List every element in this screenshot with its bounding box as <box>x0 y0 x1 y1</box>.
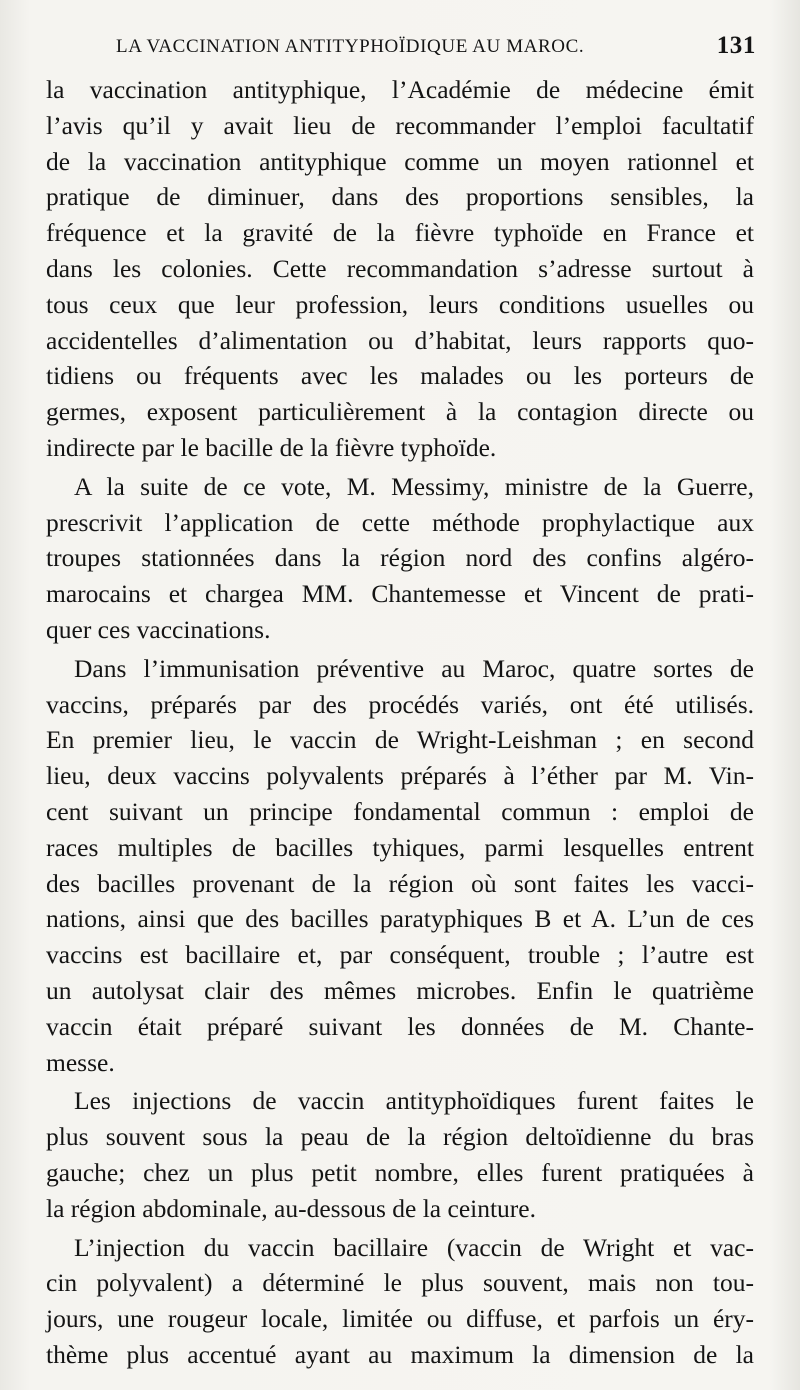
text-line: Dans l’immunisation préventive au Maroc, quatre sortes de <box>74 653 754 683</box>
text-line: accidentelles d’alimentation ou d’habitat, leurs rapports quo- <box>46 325 754 355</box>
text-line: plus souvent sous la peau de la région deltoïdienne du bras <box>46 1122 754 1152</box>
text-line: tidiens ou fréquents avec les malades ou les porteurs de <box>46 361 754 391</box>
text-line: vaccin était préparé suivant les données de M. Chante- <box>46 1011 754 1041</box>
running-head <box>116 32 756 66</box>
paragraph <box>46 651 754 1081</box>
text-line: germes, exposent particulièrement à la contagion directe ou <box>46 397 754 427</box>
text-line: messe. <box>46 1047 115 1077</box>
text-line: prescrivit l’application de cette méthode prophylactique aux <box>46 507 754 537</box>
text-line: vaccins, préparés par des procédés variés, ont été utilisés. <box>46 689 754 719</box>
text-line: En premier lieu, le vaccin de Wright-Leishman ; en second <box>46 725 754 755</box>
body-text <box>46 72 754 1376</box>
text-line: thème plus accentué ayant au maximum la dimension de la <box>46 1339 754 1369</box>
paragraph <box>46 469 754 648</box>
paragraph <box>46 1230 754 1373</box>
text-line: A la suite de ce vote, M. Messimy, ministre de la Guerre, <box>74 471 754 501</box>
text-line: fréquence et la gravité de la fièvre typhoïde en France et <box>46 218 754 248</box>
text-line: indirecte par le bacille de la fièvre typhoïde. <box>46 432 497 462</box>
text-line: gauche; chez un plus petit nombre, elles furent pratiquées à <box>46 1157 754 1187</box>
text-line: Les injections de vaccin antityphoïdiques furent faites le <box>74 1086 754 1116</box>
paragraph <box>46 72 754 466</box>
text-line: de la vaccination antityphique comme un moyen rationnel et <box>46 146 754 176</box>
text-line: L’injection du vaccin bacillaire (vaccin de Wright et vac- <box>74 1232 754 1262</box>
text-line: races multiples de bacilles tyhiques, parmi lesquelles entrent <box>46 832 754 862</box>
text-line: tous ceux que leur profession, leurs conditions usuelles ou <box>46 289 754 319</box>
text-line: la région abdominale, au-dessous de la ceinture. <box>46 1193 536 1223</box>
text-line: quer ces vaccinations. <box>46 614 271 644</box>
text-line: lieu, deux vaccins polyvalents préparés à l’éther par M. Vin- <box>46 761 754 791</box>
text-line: dans les colonies. Cette recommandation s’adresse surtout à <box>46 253 754 283</box>
text-line: la vaccination antityphique, l’Académie de médecine émit <box>46 75 754 104</box>
text-line: vaccins est bacillaire et, par conséquent, trouble ; l’autre est <box>46 940 754 970</box>
text-line: l’avis qu’il y avait lieu de recommander l’emploi facultatif <box>46 110 754 140</box>
text-line: cent suivant un principe fondamental commun : emploi de <box>46 796 754 826</box>
page-number: 131 <box>716 32 756 59</box>
text-line: marocains et chargea MM. Chantemesse et Vincent de prati- <box>46 579 754 609</box>
text-line: pratique de diminuer, dans des proportions sensibles, la <box>46 182 754 212</box>
text-line: un autolysat clair des mêmes microbes. Enfin le quatrième <box>46 975 754 1005</box>
text-line: nations, ainsi que des bacilles paratyphiques B et A. L’un de ces <box>46 904 754 934</box>
text-line: troupes stationnées dans la région nord des confins algéro- <box>46 543 754 573</box>
text-line: jours, une rougeur locale, limitée ou diffuse, et parfois un éry- <box>46 1304 754 1334</box>
text-line: cin polyvalent) a déterminé le plus souvent, mais non tou- <box>46 1268 754 1298</box>
paragraph <box>46 1083 754 1226</box>
running-title: LA VACCINATION ANTITYPHOÏDIQUE AU MAROC. <box>116 36 585 57</box>
text-line: des bacilles provenant de la région où sont faites les vacci- <box>46 868 754 898</box>
